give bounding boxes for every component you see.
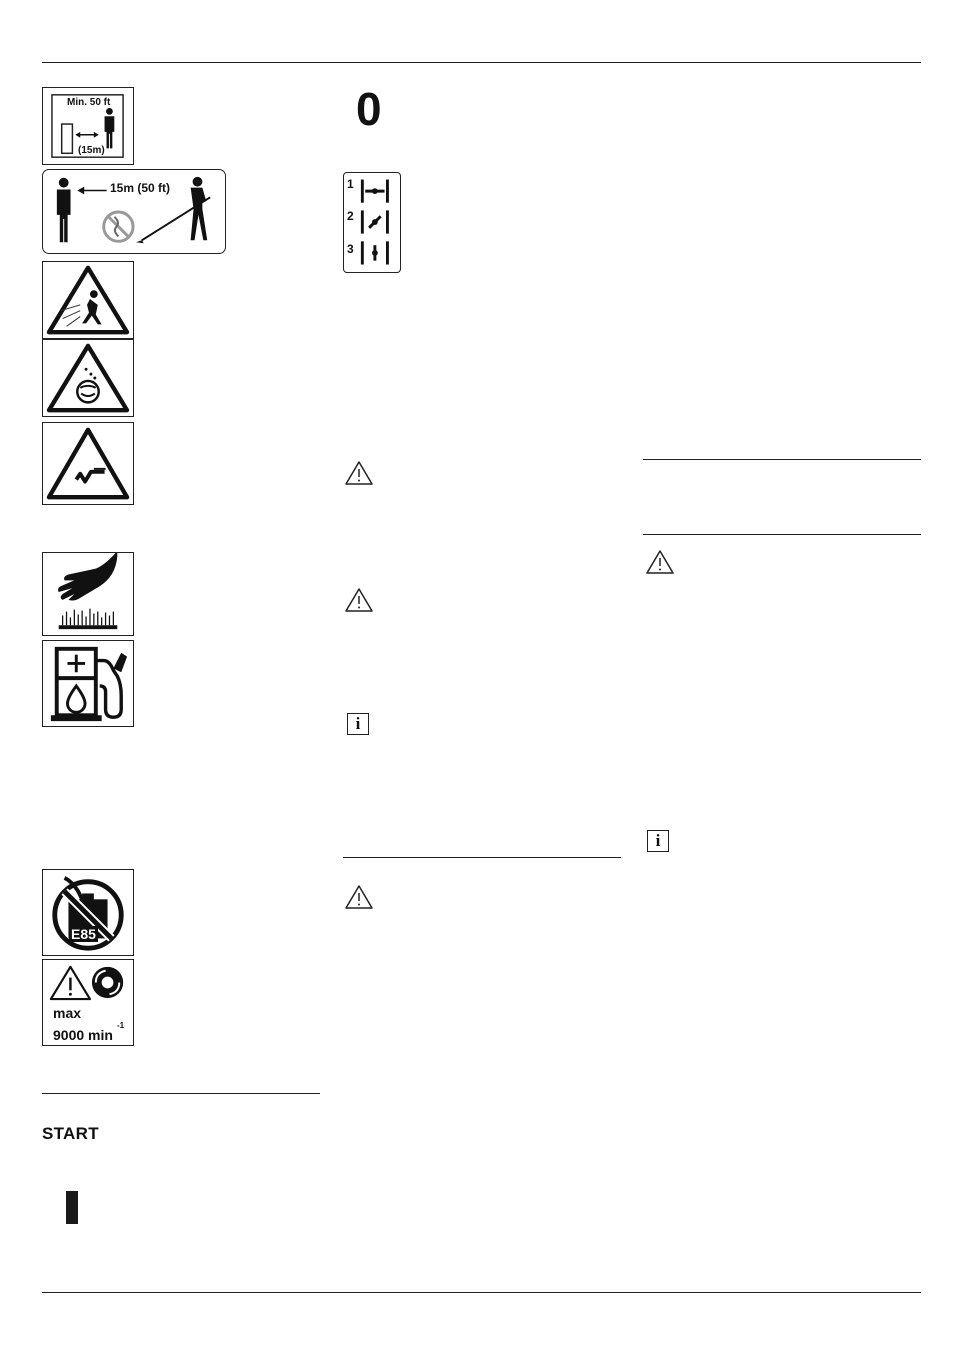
hot-surface-symbol xyxy=(42,552,134,636)
speed-label: 9000 min xyxy=(53,1027,113,1043)
speed-exponent: -1 xyxy=(117,1021,125,1030)
top-rule xyxy=(42,62,921,63)
thrown-objects-warning-symbol xyxy=(42,261,134,339)
warning-icon xyxy=(344,884,374,910)
warning-icon xyxy=(344,460,374,486)
fuel-pump-icon xyxy=(43,641,133,726)
middle-section-rule xyxy=(343,857,621,858)
start-label: START xyxy=(42,1124,99,1143)
thrown-objects-warning-icon xyxy=(43,262,133,338)
choke-positions-symbol xyxy=(343,172,401,273)
protection-warning-symbol xyxy=(42,339,134,417)
distance-symbol xyxy=(42,87,134,165)
bystander-distance-label: 15m (50 ft) xyxy=(110,181,171,195)
fuel-symbol xyxy=(42,640,134,727)
head-protection-warning-icon xyxy=(43,340,133,416)
choke-position-2-label: 2 xyxy=(347,209,354,223)
left-section-rule xyxy=(42,1093,320,1094)
info-icon: i xyxy=(647,830,669,852)
right-section-rule-2 xyxy=(643,534,921,535)
choke-position-3-label: 3 xyxy=(347,242,354,256)
hand-hazard-warning-icon xyxy=(43,423,133,504)
hot-surface-icon xyxy=(43,553,133,635)
on-switch-bar xyxy=(66,1191,78,1224)
no-e85-fuel-icon xyxy=(43,870,133,955)
no-e85-symbol xyxy=(42,869,134,956)
hand-hazard-warning-symbol xyxy=(42,422,134,505)
info-icon: i xyxy=(347,713,369,735)
metric-distance-label: (15m) xyxy=(78,145,105,156)
right-section-rule-1 xyxy=(643,459,921,460)
warning-icon xyxy=(344,587,374,613)
warning-icon xyxy=(645,549,675,575)
max-speed-symbol xyxy=(42,959,134,1046)
bystander-distance-symbol xyxy=(42,169,226,254)
min-distance-label: Min. 50 ft xyxy=(67,97,111,108)
choke-position-1-label: 1 xyxy=(347,177,354,191)
e85-label: E85 xyxy=(71,926,96,942)
max-label: max xyxy=(53,1005,82,1021)
bottom-rule xyxy=(42,1292,921,1293)
stop-symbol: 0 xyxy=(356,83,382,135)
